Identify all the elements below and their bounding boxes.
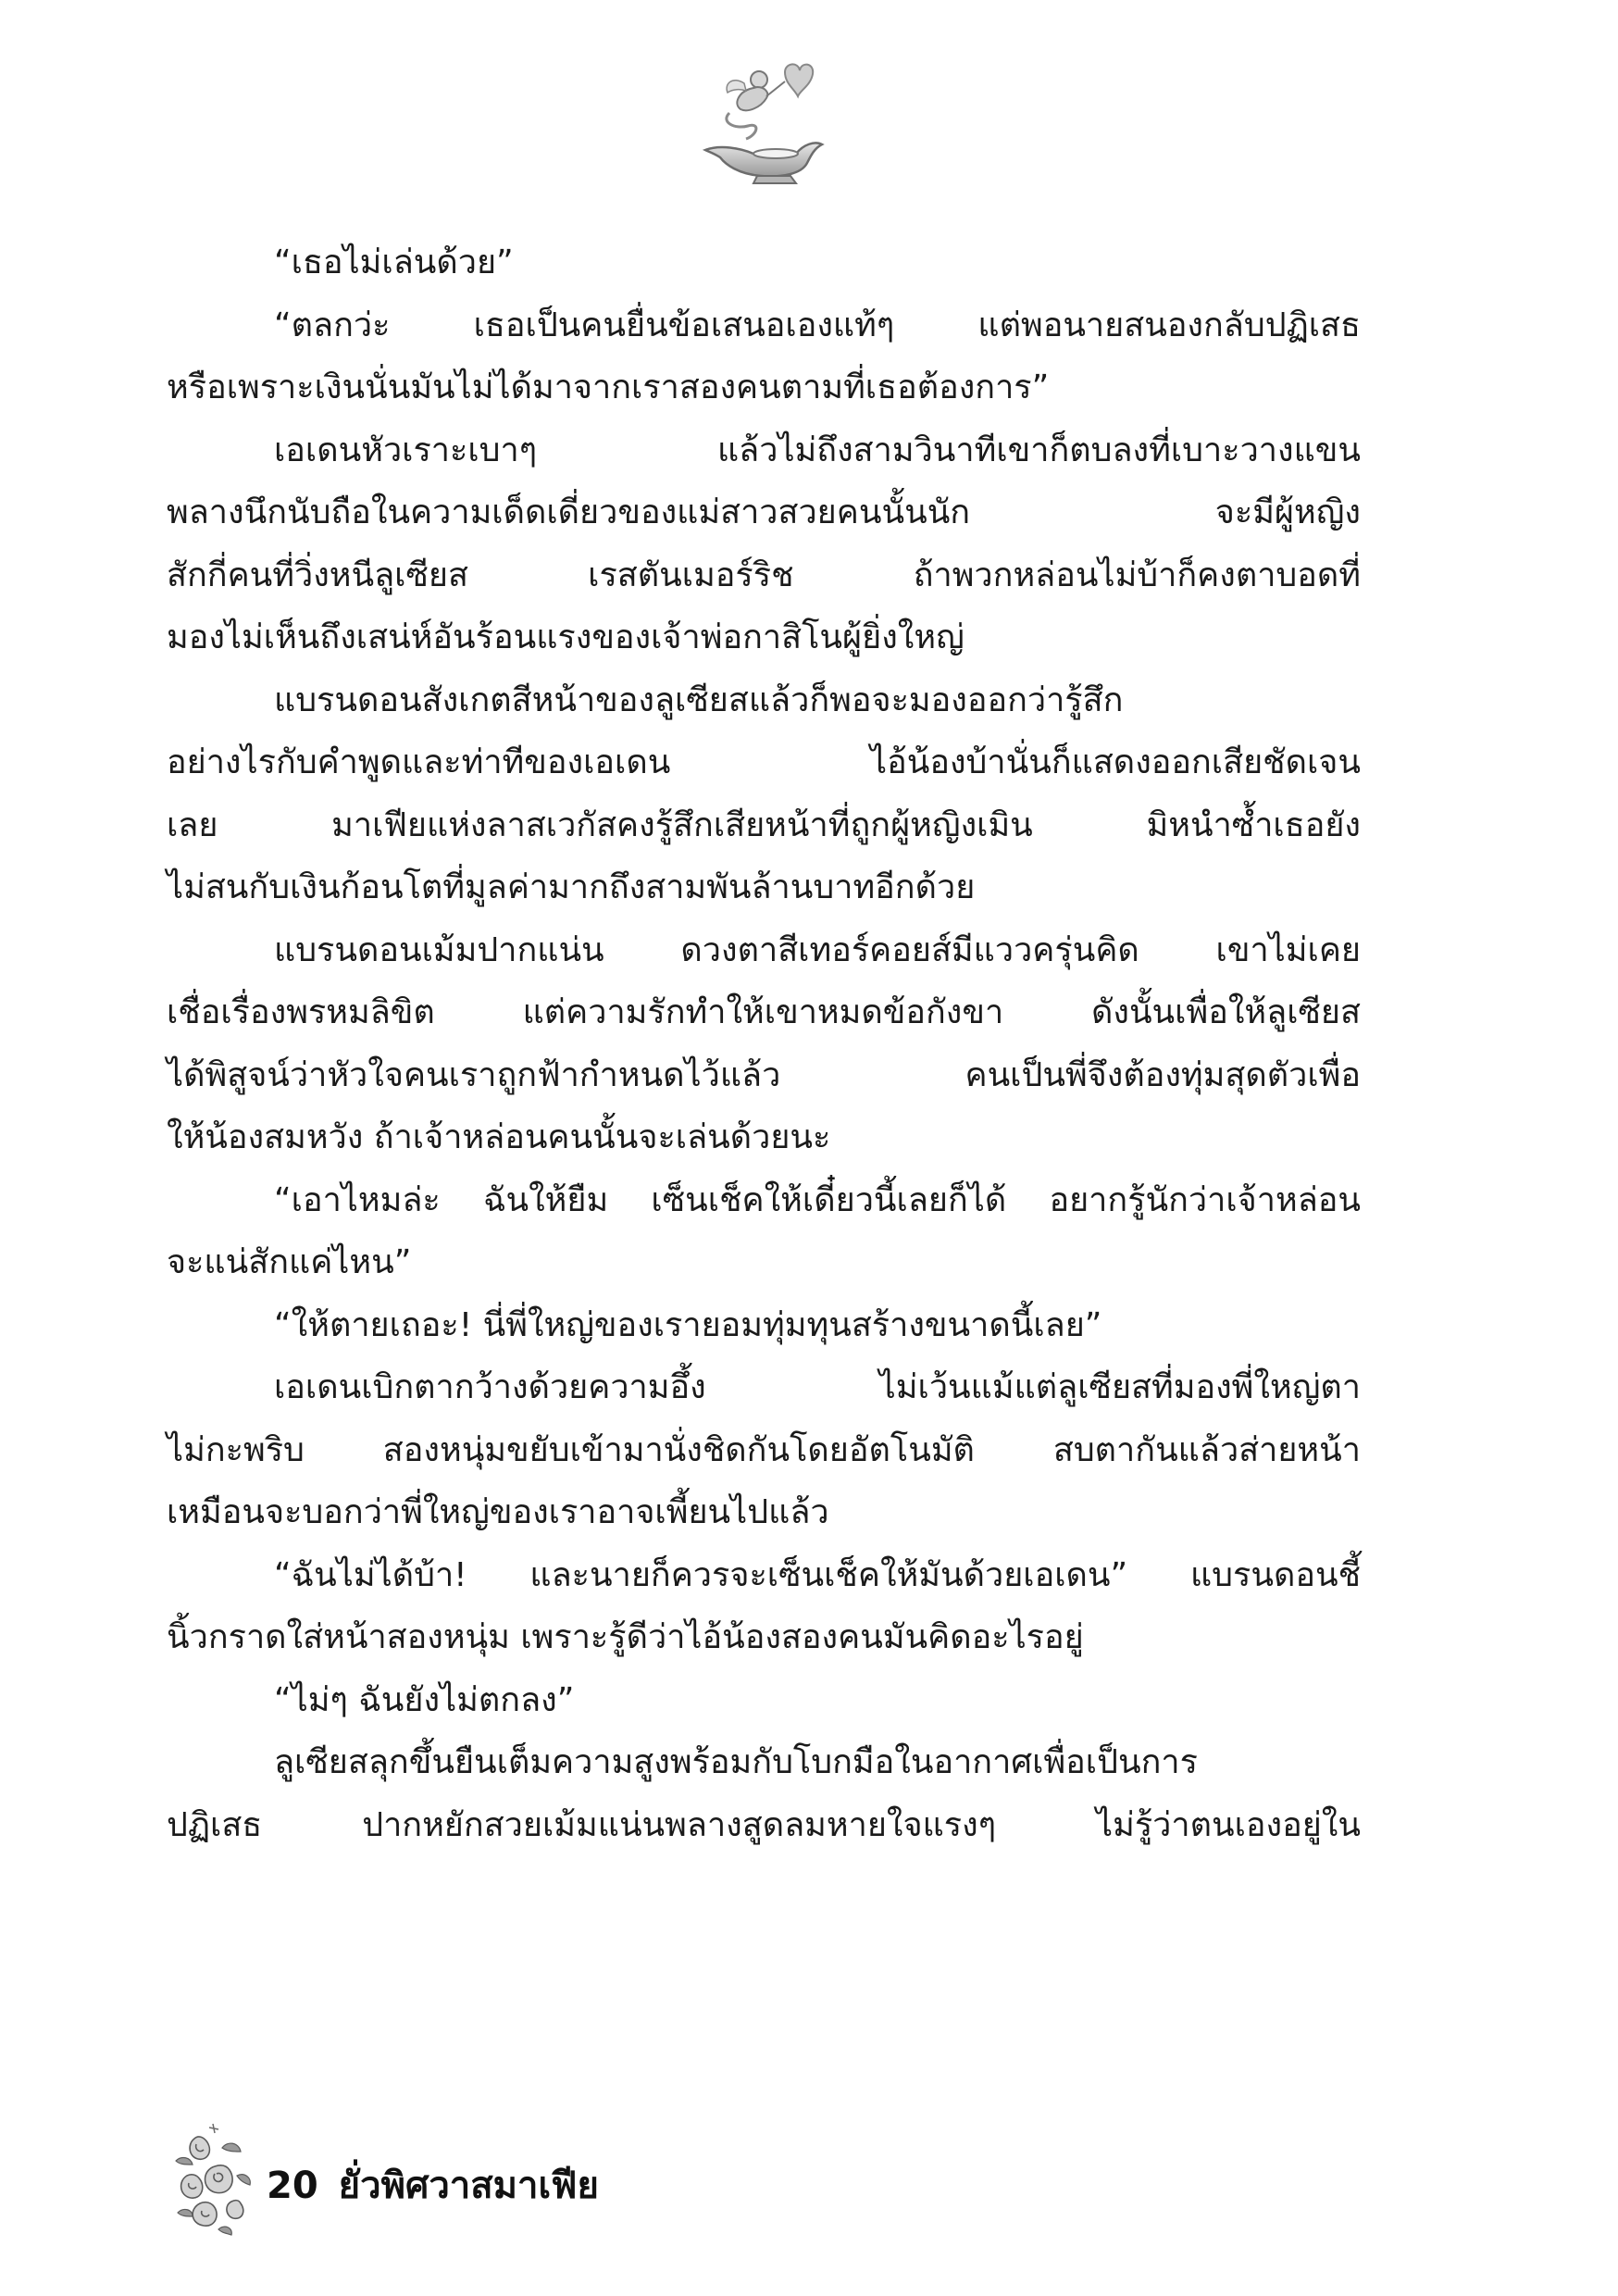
text-line: ได้พิสูจน์ว่าหัวใจคนเราถูกฟ้ากำหนดไว้แล้ว คนเป็นพี่จึงต้องทุ่มสุดตัวเพื่อ [167,1055,1361,1094]
text-line: ให้น้องสมหวัง ถ้าเจ้าหล่อนคนนั้นจะเล่นด้วยนะ [167,1118,831,1156]
text-line: แบรนดอนเม้มปากแน่น ดวงตาสีเทอร์คอยส์มีแววครุ่นคิด เขาไม่เคย [274,930,1361,969]
text-line: “เอาไหมล่ะ ฉันให้ยืม เซ็นเช็คให้เดี๋ยวนี้เลยก็ได้ อยากรู้นักว่าเจ้าหล่อน [274,1180,1361,1219]
text-line: ปฏิเสธ ปากหยักสวยเม้มแน่นพลางสูดลมหายใจแรงๆ ไม่รู้ว่าตนเองอยู่ใน [167,1805,1361,1844]
body-text [167,231,1361,1856]
text-line: นิ้วกราดใส่หน้าสองหนุ่ม เพราะรู้ดีว่าไอ้น้องสองคนมันคิดอะไรอยู่ [167,1618,1084,1656]
page-footer [167,2120,815,2250]
text-line: อย่างไรกับคำพูดและท่าทีของเอเดน ไอ้น้องบ้านั่นก็แสดงออกเสียชัดเจน [167,743,1361,781]
text-line: มองไม่เห็นถึงเสน่ห์อันร้อนแรงของเจ้าพ่อกาสิโนผู้ยิ่งใหญ่ [167,618,965,656]
text-line: เอเดนเบิกตากว้างด้วยความอึ้ง ไม่เว้นแม้แต่ลูเซียสที่มองพี่ใหญ่ตา [274,1368,1361,1406]
text-line: จะแน่สักแค่ไหน” [167,1243,412,1281]
text-line: เลย มาเฟียแห่งลาสเวกัสคงรู้สึกเสียหน้าที่ถูกผู้หญิงเมิน มิหนำซ้ำเธอยัง [167,805,1361,844]
text-line: ลูเซียสลุกขึ้นยืนเต็มความสูงพร้อมกับโบกมือในอากาศเพื่อเป็นการ [274,1743,1198,1781]
text-line: สักกี่คนที่วิ่งหนีลูเซียส เรสตันเมอร์ริช ถ้าพวกหล่อนไม่บ้าก็คงตาบอดที่ [167,555,1361,594]
text-line: เหมือนจะบอกว่าพี่ใหญ่ของเราอาจเพี้ยนไปแล้ว [167,1493,829,1531]
text-line: พลางนึกนับถือในความเด็ดเดี่ยวของแม่สาวสวยคนนั้นนัก จะมีผู้หญิง [167,493,1361,531]
text-line: ไม่กะพริบ สองหนุ่มขยับเข้ามานั่งชิดกันโดยอัตโนมัติ สบตากันแล้วส่ายหน้า [167,1430,1361,1469]
footer-caption [267,2155,599,2215]
text-line: แบรนดอนสังเกตสีหน้าของลูเซียสแล้วก็พอจะมองออกว่ารู้สึก [274,680,1124,719]
rose-bouquet-icon [167,2120,259,2240]
text-line: เชื่อเรื่องพรหมลิขิต แต่ความรักทำให้เขาหมดข้อกังขา ดังนั้นเพื่อให้ลูเซียส [167,993,1361,1031]
cupid-lamp-ornament-icon [692,56,831,185]
text-line: “ไม่ๆ ฉันยังไม่ตกลง” [274,1680,575,1719]
text-line: ไม่สนกับเงินก้อนโตที่มูลค่ามากถึงสามพันล้านบาทอีกด้วย [167,868,976,906]
text-line: “ให้ตายเถอะ! นี่พี่ใหญ่ของเรายอมทุ่มทุนสร้างขนาดนี้เลย” [274,1305,1102,1344]
text-line: เอเดนหัวเราะเบาๆ แล้วไม่ถึงสามวินาทีเขาก็ตบลงที่เบาะวางแขน [274,430,1361,469]
text-line: “ฉันไม่ได้บ้า! และนายก็ควรจะเซ็นเช็คให้มันด้วยเอเดน” แบรนดอนชี้ [274,1555,1361,1594]
book-title: ยั่วพิศวาสมาเฟีย [338,2165,599,2207]
text-line: “เธอไม่เล่นด้วย” [274,243,514,281]
page-number: 20 [267,2165,318,2207]
text-line: หรือเพราะเงินนั่นมันไม่ได้มาจากเราสองคนตามที่เธอต้องการ” [167,368,1050,406]
text-line: “ตลกว่ะ เธอเป็นคนยื่นข้อเสนอเองแท้ๆ แต่พอนายสนองกลับปฏิเสธ [274,306,1361,344]
